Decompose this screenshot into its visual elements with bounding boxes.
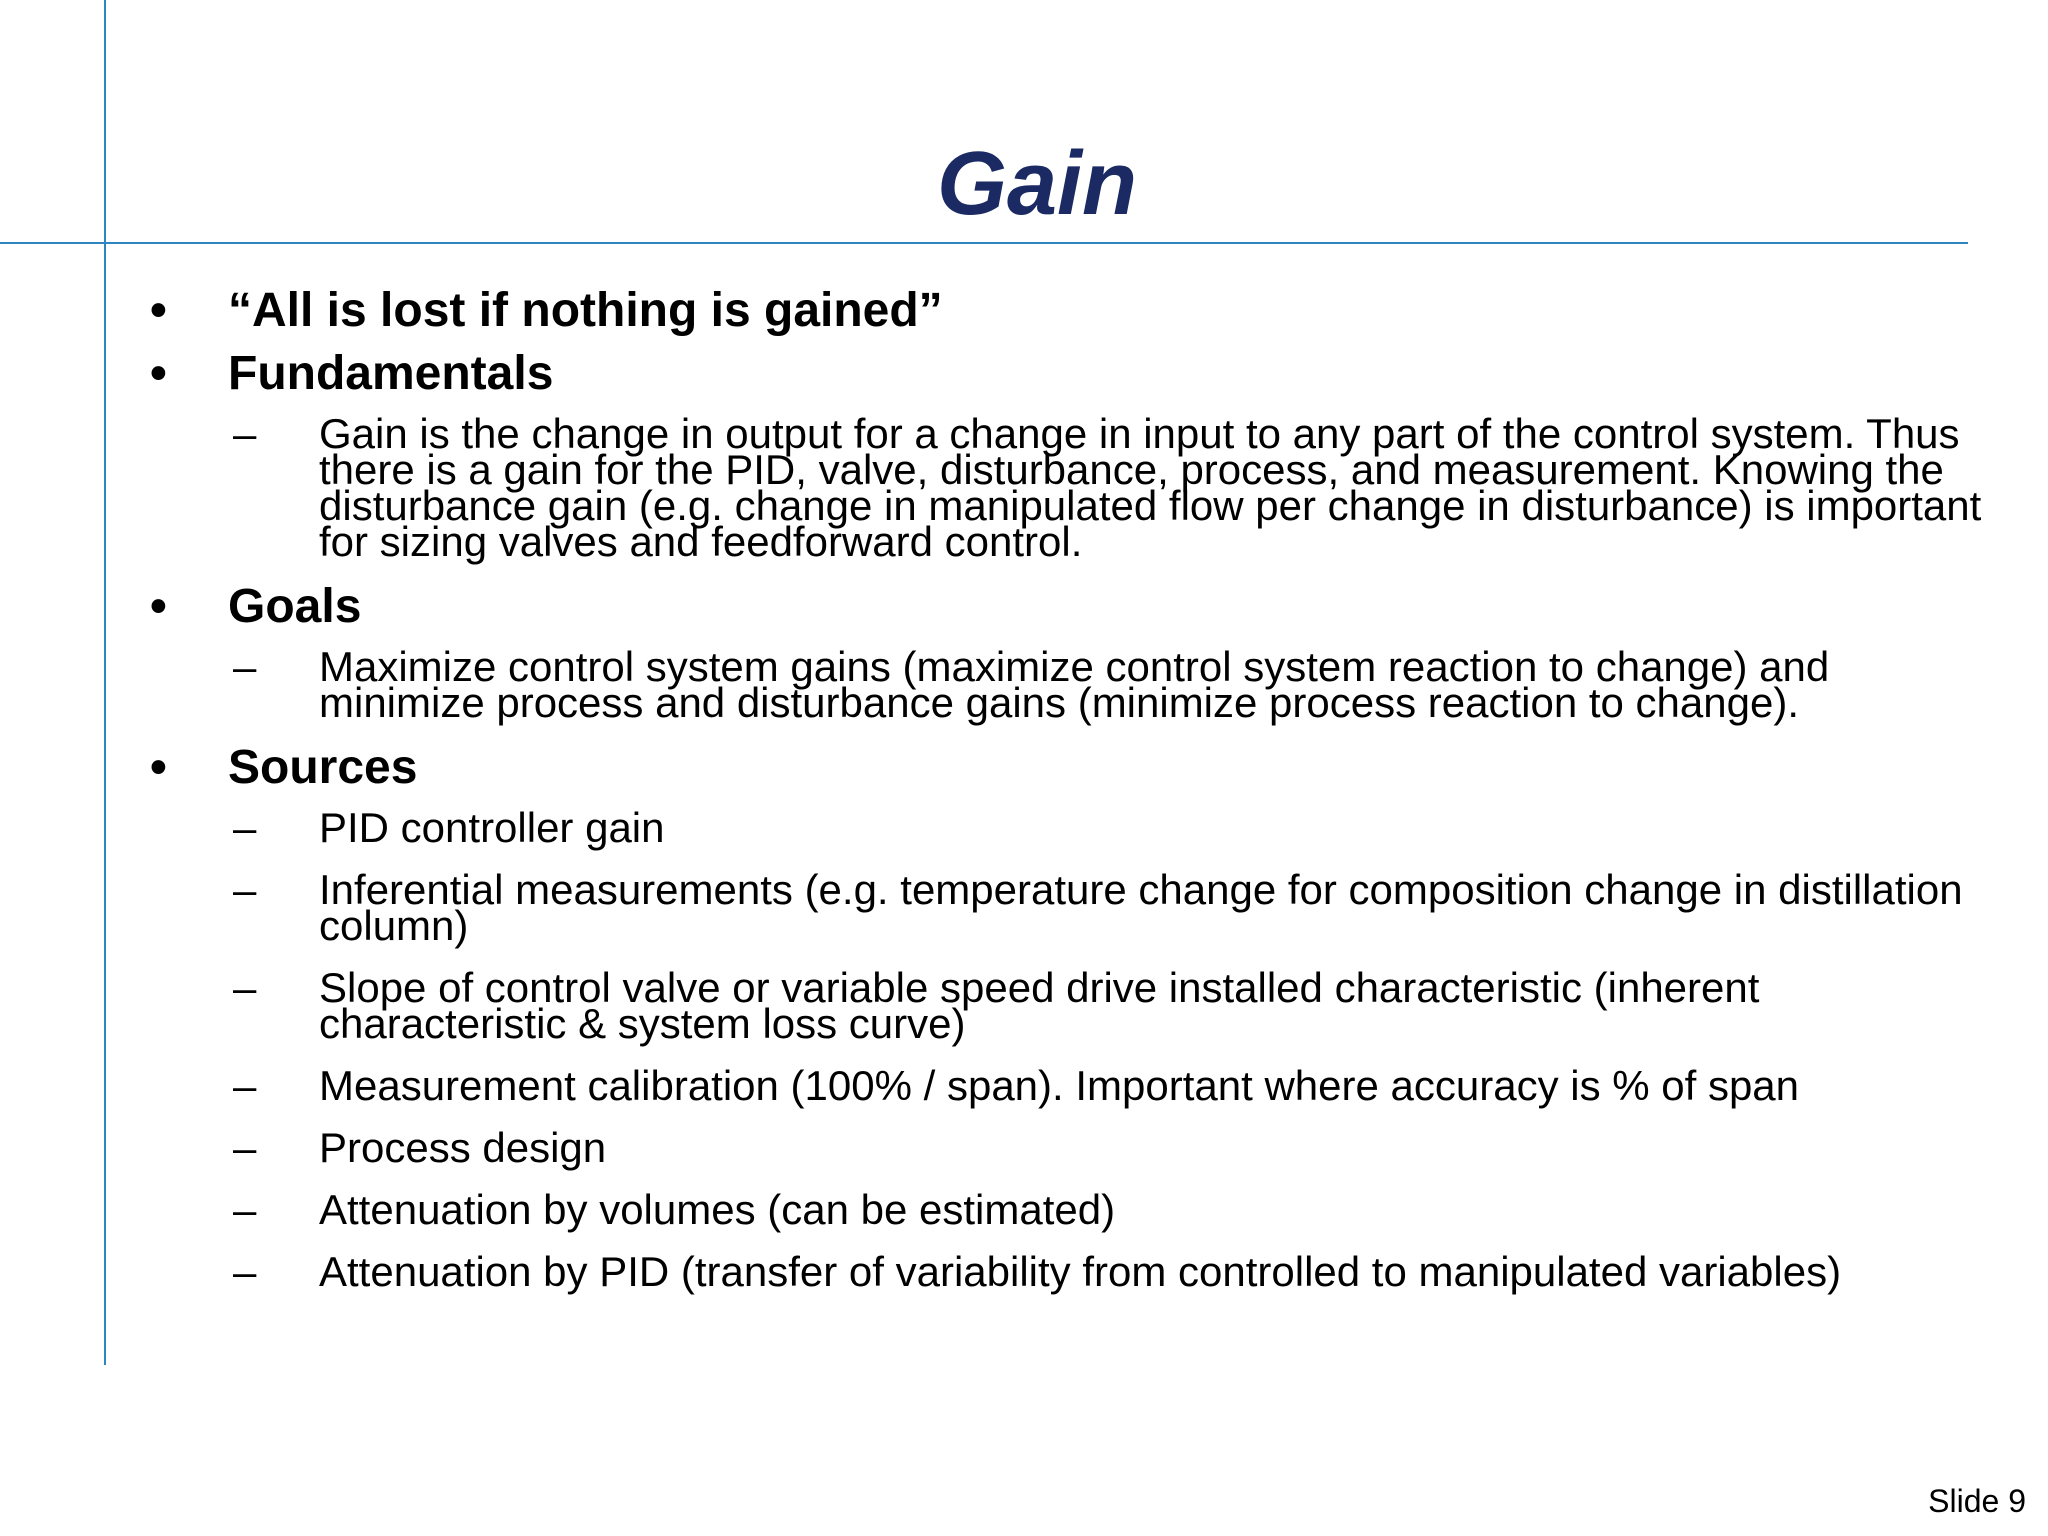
- sub-item-text: Process design: [319, 1124, 607, 1171]
- bullet-icon: •: [150, 284, 167, 337]
- sub-item-text: Measurement calibration (100% / span). Important where accuracy is % of span: [319, 1062, 1800, 1109]
- bullet-text: “All is lost if nothing is gained”: [228, 284, 943, 337]
- bullet-icon: •: [150, 347, 167, 400]
- sub-item-text: Gain is the change in output for a change in input to any part of the control system. Thus there is a gain for the PID, valve, disturbance, process, and measurement. Knowing the disturbance gain (e.g. change in manipulated flow per change in disturbance) is important for sizing valves and feedforward control.: [319, 410, 1982, 565]
- dash-icon: –: [233, 1186, 257, 1233]
- sub-item: [233, 802, 2000, 851]
- sub-item-text: Maximize control system gains (maximize control system reaction to change) and minimize process and disturbance gains (minimize process reaction to change).: [319, 643, 1830, 726]
- horizontal-rule: [0, 242, 1968, 244]
- bullet-item: [140, 345, 2000, 402]
- dash-icon: –: [233, 410, 257, 457]
- sub-item: [233, 641, 2000, 726]
- bullet-text: Sources: [228, 741, 418, 794]
- slide-number: Slide 9: [1928, 1483, 2026, 1519]
- dash-icon: –: [233, 804, 257, 851]
- sub-item: [233, 1184, 2000, 1233]
- bullet-item: [140, 739, 2000, 796]
- sub-item-text: PID controller gain: [319, 804, 665, 851]
- sub-item: [233, 1060, 2000, 1109]
- sub-item: [233, 408, 2000, 565]
- dash-icon: –: [233, 964, 257, 1011]
- sub-item-text: Slope of control valve or variable speed drive installed characteristic (inherent characteristic & system loss curve): [319, 964, 1760, 1047]
- bullet-icon: •: [150, 741, 167, 794]
- sub-item-text: Attenuation by volumes (can be estimated): [319, 1186, 1116, 1233]
- sub-item-text: Attenuation by PID (transfer of variability from controlled to manipulated variables): [319, 1248, 1842, 1295]
- dash-icon: –: [233, 1124, 257, 1171]
- slide-body: [140, 282, 2000, 1308]
- dash-icon: –: [233, 1062, 257, 1109]
- dash-icon: –: [233, 866, 257, 913]
- bullet-item: [140, 282, 2000, 339]
- sub-item: [233, 864, 2000, 949]
- sub-item-text: Inferential measurements (e.g. temperature change for composition change in distillation column): [319, 866, 1963, 949]
- sub-item: [233, 1122, 2000, 1171]
- bullet-text: Fundamentals: [228, 347, 554, 400]
- dash-icon: –: [233, 1248, 257, 1295]
- bullet-icon: •: [150, 580, 167, 633]
- slide-title: Gain: [936, 134, 1138, 234]
- bullet-text: Goals: [228, 580, 362, 633]
- sub-item: [233, 962, 2000, 1047]
- dash-icon: –: [233, 643, 257, 690]
- bullet-item: [140, 578, 2000, 635]
- sub-item: [233, 1246, 2000, 1295]
